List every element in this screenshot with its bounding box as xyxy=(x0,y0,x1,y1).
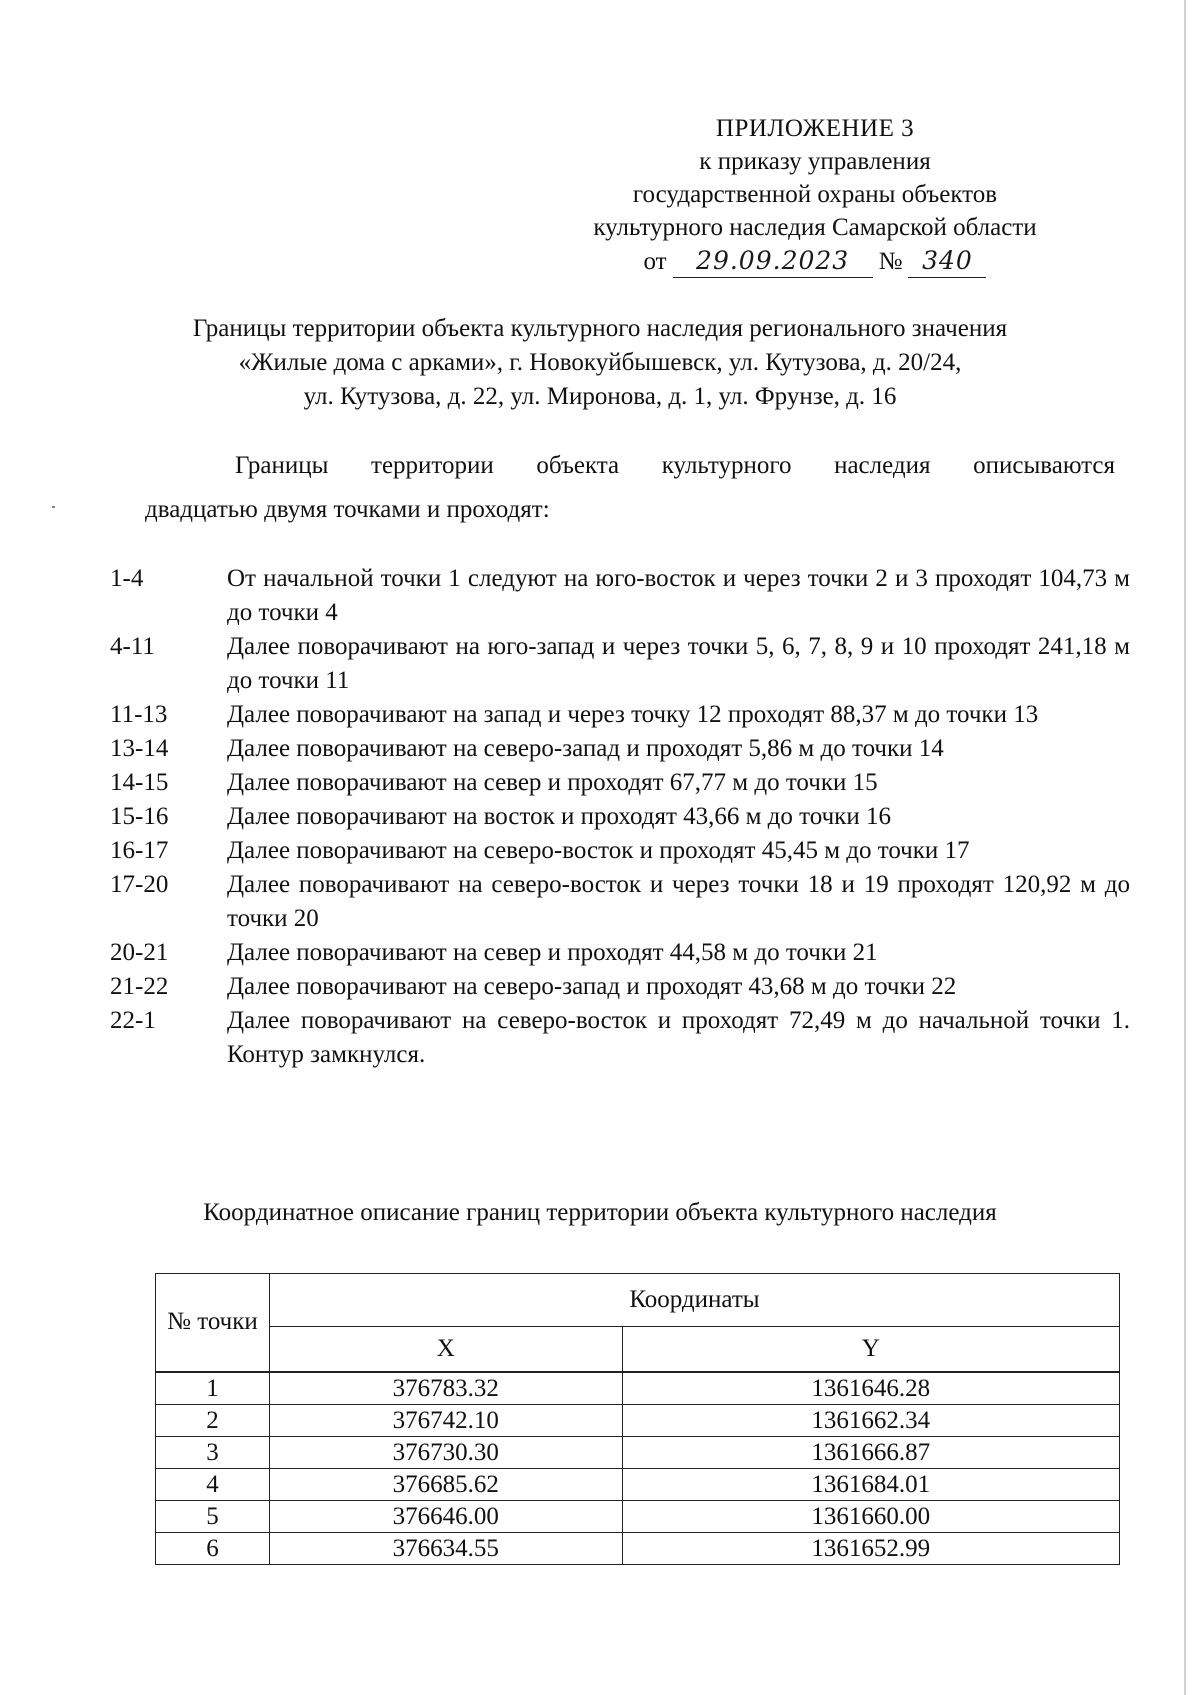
scan-edge-line xyxy=(1184,0,1186,1695)
cell-y: 1361660.00 xyxy=(622,1500,1119,1532)
route-segment: 20-21 xyxy=(110,939,169,966)
cell-y: 1361666.87 xyxy=(622,1436,1119,1468)
title-line-3: ул. Кутузова, д. 22, ул. Миронова, д. 1, ул. Фрунзе, д. 16 xyxy=(303,383,897,410)
cell-y: 1361662.34 xyxy=(622,1404,1119,1436)
date-prefix: от xyxy=(643,248,667,275)
table-row xyxy=(156,1436,1120,1468)
route-item xyxy=(110,834,1130,868)
route-item xyxy=(110,732,1130,766)
table-row xyxy=(156,1532,1120,1564)
cell-x: 376742.10 xyxy=(269,1404,622,1436)
document-title xyxy=(100,312,1100,414)
route-text: Далее поворачивают на северо-восток и проходят 45,45 м до точки 17 xyxy=(227,837,970,864)
route-segment: 11-13 xyxy=(110,701,168,728)
intro-paragraph xyxy=(145,444,1115,532)
cell-x: 376646.00 xyxy=(269,1500,622,1532)
table-row xyxy=(156,1468,1120,1500)
route-segment: 15-16 xyxy=(110,803,169,830)
cell-y: 1361646.28 xyxy=(622,1372,1119,1405)
cell-x: 376730.30 xyxy=(269,1436,622,1468)
cell-x: 376634.55 xyxy=(269,1532,622,1564)
order-date-number xyxy=(555,244,1075,278)
coordinates-caption: Координатное описание границ территории объекта культурного наследия xyxy=(203,1199,997,1226)
intro-line-1: Границы территории объекта культурного наследия описываются xyxy=(235,452,1115,479)
appendix-header xyxy=(555,112,1075,278)
route-item xyxy=(110,766,1130,800)
intro-line-2: двадцатью двумя точками и проходят: xyxy=(145,496,550,523)
header-coordinates: Координаты xyxy=(269,1274,1119,1327)
route-segment: 13-14 xyxy=(110,735,169,762)
route-segment: 14-15 xyxy=(110,769,169,796)
appendix-title: ПРИЛОЖЕНИЕ 3 xyxy=(715,115,915,142)
coordinates-table xyxy=(155,1273,1120,1565)
route-text: Далее поворачивают на северо-восток и через точки 18 и 19 проходят 120,92 м до точки 20 xyxy=(227,871,1130,932)
title-line-1: Границы территории объекта культурного наследия регионального значения xyxy=(192,315,1008,342)
appendix-line-1: к приказу управления xyxy=(699,148,931,175)
route-text: Далее поворачивают на северо-запад и проходят 43,68 м до точки 22 xyxy=(227,973,957,1000)
cell-point: 2 xyxy=(156,1404,270,1436)
cell-x: 376783.32 xyxy=(269,1372,622,1405)
coordinates-table-body xyxy=(156,1372,1120,1565)
route-segment: 16-17 xyxy=(110,837,169,864)
cell-point: 6 xyxy=(156,1532,270,1564)
route-item xyxy=(110,868,1130,936)
route-text: Далее поворачивают на север и проходят 44,58 м до точки 21 xyxy=(227,939,878,966)
cell-y: 1361684.01 xyxy=(622,1468,1119,1500)
route-description-list xyxy=(110,562,1130,1072)
header-point-number: № точки xyxy=(156,1274,270,1372)
route-segment: 1-4 xyxy=(110,565,144,592)
route-item xyxy=(110,936,1130,970)
route-text: От начальной точки 1 следуют на юго-восток и через точки 2 и 3 проходят 104,73 м до точки 4 xyxy=(227,565,1130,626)
route-segment: 4-11 xyxy=(110,633,155,660)
cell-x: 376685.62 xyxy=(269,1468,622,1500)
route-text: Далее поворачивают на запад и через точку 12 проходят 88,37 м до точки 13 xyxy=(227,701,1039,728)
cell-point: 4 xyxy=(156,1468,270,1500)
cell-y: 1361652.99 xyxy=(622,1532,1119,1564)
route-item xyxy=(110,562,1130,630)
appendix-line-2: государственной охраны объектов xyxy=(632,181,998,208)
cell-point: 1 xyxy=(156,1372,270,1405)
header-y: Y xyxy=(622,1327,1119,1372)
handwritten-date: 29.09.2023 xyxy=(673,244,873,278)
handwritten-number: 340 xyxy=(908,244,986,278)
route-item xyxy=(110,698,1130,732)
cell-point: 3 xyxy=(156,1436,270,1468)
cell-point: 5 xyxy=(156,1500,270,1532)
table-row xyxy=(156,1404,1120,1436)
route-segment: 22-1 xyxy=(110,1007,156,1034)
title-line-2: «Жилые дома с арками», г. Новокуйбышевск, ул. Кутузова, д. 20/24, xyxy=(238,349,962,376)
route-text: Далее поворачивают на северо-восток и проходят 72,49 м до начальной точки 1. Контур замкнулся. xyxy=(227,1007,1130,1068)
route-item xyxy=(110,1004,1130,1072)
route-segment: 17-20 xyxy=(110,871,169,898)
route-text: Далее поворачивают на восток и проходят 43,66 м до точки 16 xyxy=(227,803,891,830)
route-item xyxy=(110,970,1130,1004)
route-text: Далее поворачивают на юго-запад и через точки 5, 6, 7, 8, 9 и 10 проходят 241,18 м до точки 11 xyxy=(227,633,1130,694)
route-segment: 21-22 xyxy=(110,973,169,1000)
route-text: Далее поворачивают на северо-запад и проходят 5,86 м до точки 14 xyxy=(227,735,944,762)
header-x: X xyxy=(269,1327,622,1372)
table-row xyxy=(156,1500,1120,1532)
appendix-line-3: культурного наследия Самарской области xyxy=(593,214,1037,241)
table-row xyxy=(156,1372,1120,1405)
number-prefix: № xyxy=(878,248,903,275)
scan-speck xyxy=(52,506,55,508)
route-text: Далее поворачивают на север и проходят 67,77 м до точки 15 xyxy=(227,769,878,796)
route-item xyxy=(110,630,1130,698)
route-item xyxy=(110,800,1130,834)
